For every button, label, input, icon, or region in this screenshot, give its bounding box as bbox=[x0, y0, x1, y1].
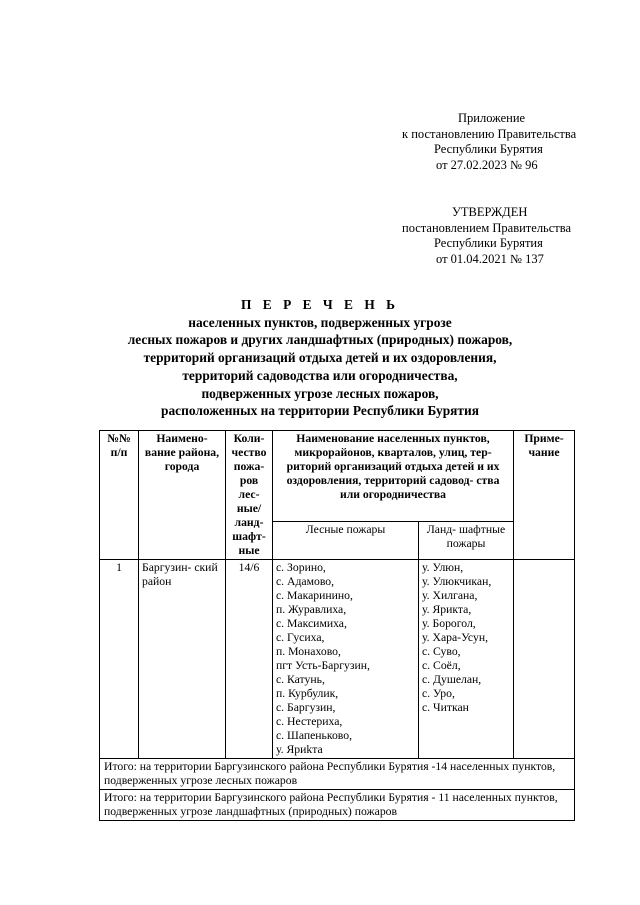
table-header-row bbox=[100, 431, 575, 522]
forest-item: с. Шапеньково, bbox=[276, 729, 353, 742]
total-row bbox=[100, 790, 575, 821]
landscape-item: у. Улюн, bbox=[422, 561, 464, 574]
approved-line: постановлением Правительства bbox=[402, 220, 572, 235]
approved-line: УТВЕРЖДЕН bbox=[452, 205, 528, 219]
landscape-item: с. Уро, bbox=[422, 687, 455, 700]
landscape-item: с. Соёл, bbox=[422, 659, 461, 672]
appendix-stamp bbox=[396, 111, 576, 173]
row-district: Баргузин- ский район bbox=[139, 560, 226, 759]
document-title bbox=[95, 296, 545, 420]
title-line: населенных пунктов, подверженных угрозе bbox=[188, 314, 452, 330]
forest-item: у. Яриkта bbox=[276, 743, 323, 756]
title-line: территорий садоводства или огородничества, bbox=[182, 367, 458, 383]
landscape-item: у. Ярикта, bbox=[422, 603, 472, 616]
row-note bbox=[514, 560, 575, 759]
total-row bbox=[100, 759, 575, 790]
title-line: лесных пожаров и других ландшафтных (природных) пожаров, bbox=[127, 332, 513, 348]
landscape-item: у. Хилгана, bbox=[422, 589, 478, 602]
approved-stamp bbox=[396, 205, 571, 267]
forest-item: с. Адамово, bbox=[276, 575, 335, 588]
forest-item: с. Макаринино, bbox=[276, 589, 353, 602]
header-count: Коли- чество пожа- ров лес- ные/ ланд- шафт- ные bbox=[226, 431, 273, 560]
landscape-item: с. Душелан, bbox=[422, 673, 482, 686]
header-landscape: Ланд- шафтные пожары bbox=[419, 521, 514, 559]
forest-item: п. Журавлиха, bbox=[276, 603, 347, 616]
forest-item: с. Катунь, bbox=[276, 673, 325, 686]
row-num: 1 bbox=[100, 560, 139, 759]
forest-item: пгт Усть-Баргузин, bbox=[276, 659, 370, 672]
appendix-line: к постановлению Правительства bbox=[402, 126, 577, 141]
landscape-item: с. Читкан bbox=[422, 701, 469, 714]
forest-item: с. Зорино, bbox=[276, 561, 326, 574]
title-line: территорий организаций отдыха детей и их оздоровления, bbox=[143, 350, 497, 366]
header-note: Приме- чание bbox=[514, 431, 575, 560]
forest-item: с. Баргузин, bbox=[276, 701, 336, 714]
row-forest-list bbox=[273, 560, 419, 759]
forest-item: п. Монахово, bbox=[276, 645, 341, 658]
header-forest: Лесные пожары bbox=[273, 521, 419, 559]
header-names: Наименование населенных пунктов, микрорайонов, кварталов, улиц, тер- риторий организаций отдыха детей и их оздоровления, территорий садовод- ства или огородничества bbox=[273, 431, 514, 522]
landscape-item: у. Борогол, bbox=[422, 617, 476, 630]
title-line: расположенных на территории Республики Бурятия bbox=[161, 403, 479, 419]
landscape-item: у. Хара-Усун, bbox=[422, 631, 488, 644]
row-count: 14/6 bbox=[226, 560, 273, 759]
approved-line: Республики Бурятия bbox=[434, 236, 543, 250]
landscape-item: у. Улюкчикан, bbox=[422, 575, 492, 588]
title-line: подверженных угрозе лесных пожаров, bbox=[201, 385, 439, 401]
appendix-line: от 27.02.2023 № 96 bbox=[436, 157, 538, 172]
forest-item: с. Максимиха, bbox=[276, 617, 347, 630]
total-forest: Итого: на территории Баргузинского района Республики Бурятия -14 населенных пунктов, подверженных угрозе лесных пожаров bbox=[100, 759, 575, 790]
forest-item: с. Гусиха, bbox=[276, 631, 325, 644]
header-num: №№ п/п bbox=[100, 431, 139, 560]
approved-line: от 01.04.2021 № 137 bbox=[436, 251, 544, 266]
row-landscape-list bbox=[419, 560, 514, 759]
header-district: Наимено- вание района, города bbox=[139, 431, 226, 560]
forest-item: п. Курбулик, bbox=[276, 687, 339, 700]
table-row bbox=[100, 560, 575, 759]
settlements-table bbox=[99, 430, 575, 821]
forest-item: с. Нестериха, bbox=[276, 715, 343, 728]
landscape-item: с. Суво, bbox=[422, 645, 461, 658]
appendix-line: Республики Бурятия bbox=[434, 142, 543, 156]
title-heading: П Е Р Е Ч Е Н Ь bbox=[241, 297, 399, 312]
appendix-line: Приложение bbox=[458, 111, 526, 125]
total-landscape: Итого: на территории Баргузинского района Республики Бурятия - 11 населенных пунктов, подверженных угрозе ландшафтных (природных) пожаров bbox=[100, 790, 575, 821]
